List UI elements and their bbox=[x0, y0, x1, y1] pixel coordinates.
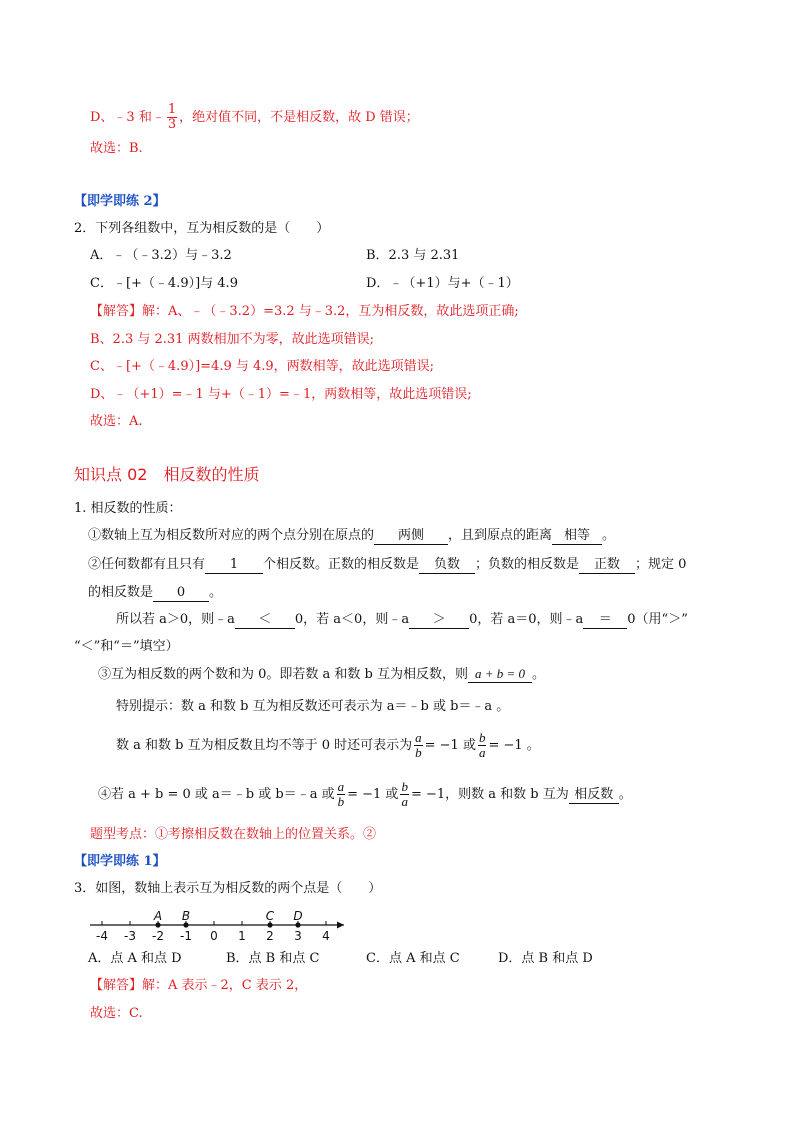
practice2-option-c: C．﹣[+（﹣4.9）]与 4.9 bbox=[90, 276, 238, 291]
b-over-a-fraction: $\frac{b}{a}$ bbox=[478, 730, 486, 760]
prev-option-d bbox=[90, 103, 419, 132]
blank-answer: 0 bbox=[153, 585, 209, 602]
practice2-answer: 故选：A. bbox=[90, 414, 143, 429]
number-line-point bbox=[155, 922, 160, 927]
blank-answer: 正数 bbox=[579, 557, 635, 574]
practice2-option-a: A．﹣（﹣3.2）与﹣3.2 bbox=[90, 248, 232, 263]
practice2-tag: 【即学即练 2】 bbox=[74, 194, 166, 209]
blank-answer: 1 bbox=[205, 557, 263, 574]
practice1-option-a: A．点 A 和点 D bbox=[88, 951, 182, 966]
number-line-figure bbox=[88, 904, 358, 944]
number-line-point bbox=[295, 922, 300, 927]
special-tip-1: 特别提示：数 a 和数 b 互为相反数还可表示为 a＝﹣b 或 b＝﹣a 。 bbox=[116, 699, 510, 714]
blank-answer: 相反数 bbox=[569, 787, 619, 804]
section-title: 知识点 02 相反数的性质 bbox=[74, 465, 260, 484]
practice2-solution-line: B、2.3 与 2.31 两数相加不为零，故此选项错误; bbox=[90, 332, 374, 347]
prev-d-suffix: ，绝对值不同，不是相反数，故 D 错误； bbox=[179, 110, 419, 125]
blank-answer: 负数 bbox=[419, 557, 475, 574]
props-title: 1. 相反数的性质： bbox=[74, 501, 182, 516]
property-1: ①数轴上互为相反数所对应的两个点分别在原点的 两侧 ，且到原点的距离 相等 。 bbox=[88, 528, 616, 543]
practice1-option-c: C．点 A 和点 C bbox=[366, 951, 460, 966]
blank-answer: a + b = 0 bbox=[468, 666, 532, 683]
property-2: ②任何数都有且只有 1 个相反数。正数的相反数是 负数 ；负数的相反数是 正数 ；规定 0 bbox=[88, 557, 687, 572]
blank-answer: ＜ bbox=[235, 612, 295, 629]
practice2-question: 2．下列各组数中，互为相反数的是（ ） bbox=[74, 221, 330, 236]
number-line-point-label: C bbox=[265, 909, 275, 923]
practice1-option-b: B．点 B 和点 C bbox=[226, 951, 320, 966]
property-4: ④若 a + b = 0 或 a＝﹣b 或 b＝﹣a 或 $\frac{a}{b}$ = −1 或 $\frac{b}{a}$ = −1，则数 a 和数 b 互为 相反数 。 bbox=[98, 779, 632, 809]
property-sign-rules-cont: “＜”和“＝”填空） bbox=[74, 639, 179, 654]
practice1-answer: 故选：C. bbox=[90, 1006, 143, 1021]
practice2-option-b: B．2.3 与 2.31 bbox=[366, 248, 460, 263]
practice2-option-d: D．﹣（+1）与+（﹣1） bbox=[366, 276, 519, 291]
blank-answer: 相等 bbox=[552, 528, 602, 545]
blank-answer: 两侧 bbox=[374, 528, 448, 545]
practice2-solution-line: D、﹣（+1）=﹣1 与+（﹣1）=﹣1，两数相等，故此选项错误; bbox=[90, 387, 472, 402]
practice1-question: 3．如图，数轴上表示互为相反数的两个点是（ ） bbox=[74, 881, 382, 896]
prev-d-prefix: D、﹣3 和﹣ bbox=[90, 110, 165, 125]
blank-answer: ＝ bbox=[583, 612, 627, 629]
number-line-point bbox=[183, 922, 188, 927]
one-third-fraction: $\frac{1}{3}$ bbox=[167, 102, 177, 132]
b-over-a-fraction: $\frac{b}{a}$ bbox=[401, 779, 408, 809]
a-over-b-fraction: $\frac{a}{b}$ bbox=[415, 730, 422, 760]
number-line-tick-label: 1 bbox=[238, 929, 246, 943]
number-line-point-label: D bbox=[293, 909, 303, 923]
number-line-tick-label: -3 bbox=[124, 929, 136, 943]
number-line-tick-label: -4 bbox=[96, 929, 108, 943]
number-line-arrow-icon bbox=[337, 922, 344, 929]
practice1-solution-line: 【解答】解：A 表示﹣2，C 表示 2， bbox=[90, 978, 308, 993]
exam-point: 题型考点：①考擦相反数在数轴上的位置关系。② bbox=[90, 827, 377, 842]
number-line-point-label: A bbox=[153, 909, 163, 923]
number-line-point bbox=[267, 922, 272, 927]
practice2-solution-line: 【解答】解：A、﹣（﹣3.2）=3.2 与﹣3.2，互为相反数，故此选项正确; bbox=[90, 304, 519, 319]
practice2-solution-line: C、﹣[+（﹣4.9）]=4.9 与 4.9，两数相等，故此选项错误; bbox=[90, 359, 435, 374]
special-tip-2: 数 a 和数 b 互为相反数且均不等于 0 时还可表示为 $\frac{a}{b}$ = −1 或 $\frac{b}{a}$ = −1 。 bbox=[116, 730, 540, 760]
property-2-cont: 的相反数是 0 。 bbox=[88, 585, 223, 600]
practice1-option-d: D．点 B 和点 D bbox=[498, 951, 593, 966]
number-line-tick-label: -1 bbox=[180, 929, 192, 943]
number-line-point-label: B bbox=[181, 909, 191, 923]
prev-answer: 故选：B. bbox=[90, 141, 143, 156]
a-over-b-fraction: $\frac{a}{b}$ bbox=[337, 779, 345, 809]
practice1-tag: 【即学即练 1】 bbox=[74, 854, 166, 869]
property-sign-rules: 所以若 a＞0，则﹣a ＜ 0，若 a＜0，则﹣a ＞ 0，若 a＝0，则﹣a ＝ 0（用“＞” bbox=[116, 612, 688, 627]
number-line-tick-label: 2 bbox=[266, 929, 274, 943]
number-line-tick-label: 4 bbox=[322, 929, 330, 943]
number-line-tick-label: 0 bbox=[210, 929, 218, 943]
blank-answer: ＞ bbox=[409, 612, 469, 629]
number-line-tick-label: -2 bbox=[152, 929, 164, 943]
number-line-tick-label: 3 bbox=[294, 929, 302, 943]
property-3: ③互为相反数的两个数和为 0。即若数 a 和数 b 互为相反数，则 a + b = 0 。 bbox=[98, 666, 546, 682]
